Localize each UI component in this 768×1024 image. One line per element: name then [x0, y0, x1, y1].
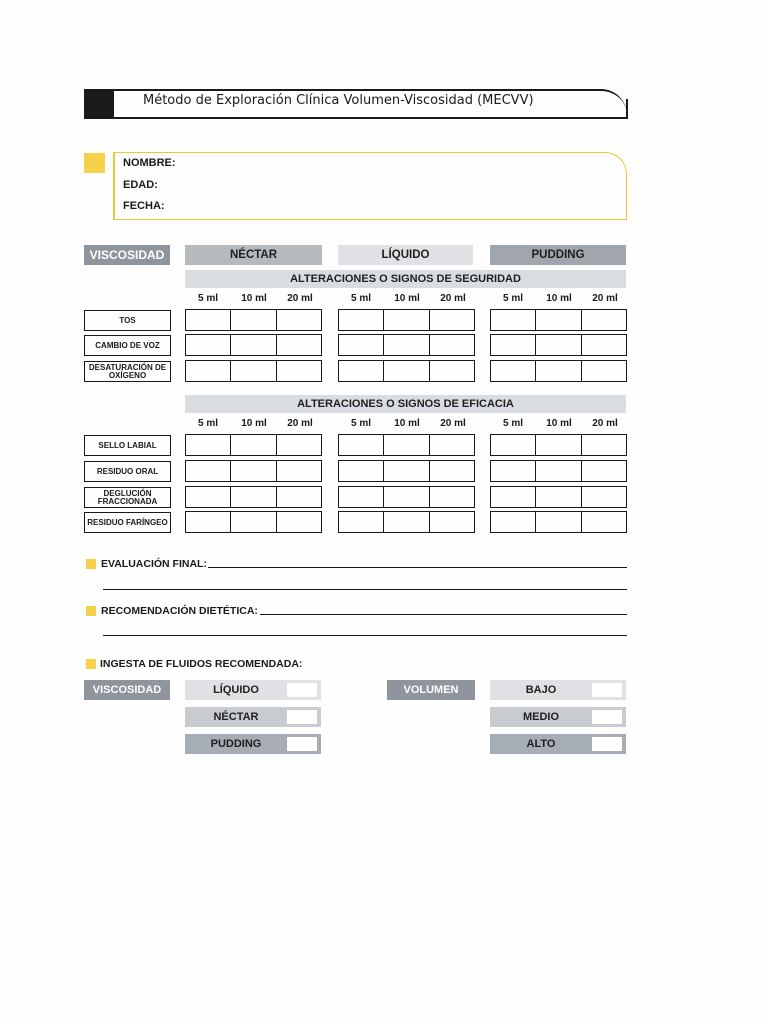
efficacy-row-label: RESIDUO FARÍNGEO [84, 512, 171, 533]
safety-grid-row [185, 334, 322, 356]
checkbox-cell[interactable] [430, 435, 474, 455]
patient-box [113, 152, 627, 220]
option-pudding-checkbox[interactable] [287, 737, 317, 751]
fluid-volume-label: VOLUMEN [387, 680, 475, 700]
efficacy-title: ALTERACIONES O SIGNOS DE EFICACIA [185, 395, 626, 413]
efficacy-grid-row [490, 460, 627, 482]
checkbox-cell[interactable] [231, 435, 276, 455]
volume-header: 10 ml [546, 418, 572, 429]
safety-row-label: CAMBIO DE VOZ [84, 335, 171, 356]
option-bajo-checkbox[interactable] [592, 683, 622, 697]
checkbox-cell[interactable] [430, 512, 474, 532]
option-liquido-label: LÍQUIDO [213, 684, 259, 696]
checkbox-cell[interactable] [339, 461, 384, 481]
checkbox-cell[interactable] [339, 487, 384, 507]
edad-label[interactable]: EDAD: [123, 179, 158, 191]
fluid-marker [86, 659, 96, 669]
safety-grid-row [490, 360, 627, 382]
checkbox-cell[interactable] [277, 335, 321, 355]
checkbox-cell[interactable] [491, 361, 536, 381]
diet-marker [86, 606, 96, 616]
fluid-intake-title: INGESTA DE FLUIDOS RECOMENDADA: [100, 658, 303, 670]
fluid-viscosity-label: VISCOSIDAD [84, 680, 170, 700]
option-liquido-checkbox[interactable] [287, 683, 317, 697]
final-evaluation-line-2[interactable] [103, 589, 627, 590]
checkbox-cell[interactable] [186, 361, 231, 381]
volume-header: 5 ml [502, 418, 523, 429]
checkbox-cell[interactable] [536, 361, 581, 381]
checkbox-cell[interactable] [186, 487, 231, 507]
volume-header: 10 ml [241, 418, 267, 429]
checkbox-cell[interactable] [430, 361, 474, 381]
volume-header: 20 ml [440, 418, 466, 429]
viscosity-label: VISCOSIDAD [84, 245, 170, 265]
option-medio-checkbox[interactable] [592, 710, 622, 724]
volume-header: 20 ml [592, 293, 618, 304]
checkbox-cell[interactable] [582, 487, 626, 507]
checkbox-cell[interactable] [536, 310, 581, 330]
fecha-label[interactable]: FECHA: [123, 200, 165, 212]
volume-header: 10 ml [394, 418, 420, 429]
final-evaluation-label: EVALUACIÓN FINAL: [101, 558, 207, 570]
checkbox-cell[interactable] [384, 461, 429, 481]
efficacy-grid-row [490, 511, 627, 533]
safety-grid-row [490, 334, 627, 356]
option-alto[interactable] [490, 734, 626, 754]
efficacy-grid-row [490, 486, 627, 508]
volume-header: 20 ml [440, 293, 466, 304]
option-nectar[interactable] [185, 707, 321, 727]
checkbox-cell[interactable] [231, 310, 276, 330]
checkbox-cell[interactable] [277, 512, 321, 532]
safety-grid-row [185, 360, 322, 382]
checkbox-cell[interactable] [231, 512, 276, 532]
volume-header: 10 ml [241, 293, 267, 304]
checkbox-cell[interactable] [277, 461, 321, 481]
volume-header: 10 ml [546, 293, 572, 304]
checkbox-cell[interactable] [491, 435, 536, 455]
checkbox-cell[interactable] [384, 310, 429, 330]
column-nectar: NÉCTAR [185, 245, 322, 265]
volume-header: 5 ml [197, 293, 218, 304]
safety-grid-row [185, 309, 322, 331]
option-bajo-label: BAJO [525, 684, 557, 696]
option-medio-label: MEDIO [522, 711, 560, 723]
checkbox-cell[interactable] [430, 335, 474, 355]
option-bajo[interactable] [490, 680, 626, 700]
checkbox-cell[interactable] [582, 512, 626, 532]
checkbox-cell[interactable] [491, 335, 536, 355]
option-nectar-checkbox[interactable] [287, 710, 317, 724]
efficacy-grid-row [185, 460, 322, 482]
checkbox-cell[interactable] [277, 435, 321, 455]
checkbox-cell[interactable] [231, 461, 276, 481]
checkbox-cell[interactable] [430, 310, 474, 330]
efficacy-row-label: DEGLUCIÓN FRACCIONADA [84, 487, 171, 508]
checkbox-cell[interactable] [491, 512, 536, 532]
checkbox-cell[interactable] [277, 361, 321, 381]
diet-recommendation-label: RECOMENDACIÓN DIETÉTICA: [101, 605, 258, 617]
checkbox-cell[interactable] [430, 487, 474, 507]
volume-header: 20 ml [592, 418, 618, 429]
final-eval-marker [86, 559, 96, 569]
document-title: Método de Exploración Clínica Volumen-Viscosidad (MECVV) [143, 93, 534, 108]
checkbox-cell[interactable] [339, 435, 384, 455]
checkbox-cell[interactable] [536, 461, 581, 481]
checkbox-cell[interactable] [582, 435, 626, 455]
nombre-label[interactable]: NOMBRE: [123, 157, 176, 169]
checkbox-cell[interactable] [582, 361, 626, 381]
option-medio[interactable] [490, 707, 626, 727]
checkbox-cell[interactable] [339, 361, 384, 381]
safety-row-label: DESATURACIÓN DE OXÍGENO [84, 361, 171, 382]
efficacy-grid-row [338, 460, 475, 482]
checkbox-cell[interactable] [231, 361, 276, 381]
checkbox-cell[interactable] [186, 310, 231, 330]
column-pudding: PUDDING [490, 245, 626, 265]
checkbox-cell[interactable] [536, 335, 581, 355]
safety-grid-row [338, 309, 475, 331]
option-nectar-label: NÉCTAR [213, 711, 259, 723]
volume-header: 5 ml [350, 418, 371, 429]
efficacy-grid-row [185, 434, 322, 456]
checkbox-cell[interactable] [186, 461, 231, 481]
option-pudding[interactable] [185, 734, 321, 754]
checkbox-cell[interactable] [339, 512, 384, 532]
safety-grid-row [490, 309, 627, 331]
safety-title: ALTERACIONES O SIGNOS DE SEGURIDAD [185, 270, 626, 288]
efficacy-grid-row [338, 486, 475, 508]
checkbox-cell[interactable] [186, 435, 231, 455]
volume-header: 10 ml [394, 293, 420, 304]
checkbox-cell[interactable] [582, 335, 626, 355]
checkbox-cell[interactable] [339, 335, 384, 355]
checkbox-cell[interactable] [384, 361, 429, 381]
diet-recommendation-line-2[interactable] [103, 635, 627, 636]
patient-marker [84, 153, 105, 173]
volume-header: 5 ml [350, 293, 371, 304]
safety-row-label: TOS [84, 310, 171, 331]
volume-header: 5 ml [197, 418, 218, 429]
checkbox-cell[interactable] [277, 487, 321, 507]
checkbox-cell[interactable] [277, 310, 321, 330]
efficacy-grid-row [185, 486, 322, 508]
volume-header: 5 ml [502, 293, 523, 304]
column-liquido: LÍQUIDO [338, 245, 473, 265]
checkbox-cell[interactable] [384, 487, 429, 507]
checkbox-cell[interactable] [536, 487, 581, 507]
option-alto-checkbox[interactable] [592, 737, 622, 751]
option-alto-label: ALTO [526, 738, 556, 750]
checkbox-cell[interactable] [536, 435, 581, 455]
safety-grid-row [338, 334, 475, 356]
efficacy-grid-row [490, 434, 627, 456]
option-liquido[interactable] [185, 680, 321, 700]
title-marker [84, 89, 114, 119]
checkbox-cell[interactable] [430, 461, 474, 481]
checkbox-cell[interactable] [231, 335, 276, 355]
checkbox-cell[interactable] [231, 487, 276, 507]
checkbox-cell[interactable] [384, 512, 429, 532]
checkbox-cell[interactable] [582, 310, 626, 330]
checkbox-cell[interactable] [491, 461, 536, 481]
checkbox-cell[interactable] [491, 310, 536, 330]
efficacy-grid-row [338, 511, 475, 533]
checkbox-cell[interactable] [491, 487, 536, 507]
volume-header: 20 ml [287, 418, 313, 429]
efficacy-row-label: RESIDUO ORAL [84, 461, 171, 482]
volume-header: 20 ml [287, 293, 313, 304]
checkbox-cell[interactable] [186, 512, 231, 532]
checkbox-cell[interactable] [536, 512, 581, 532]
option-pudding-label: PUDDING [210, 738, 262, 750]
safety-grid-row [338, 360, 475, 382]
efficacy-row-label: SELLO LABIAL [84, 435, 171, 456]
diet-recommendation-line-1[interactable] [260, 614, 627, 615]
checkbox-cell[interactable] [384, 435, 429, 455]
efficacy-grid-row [185, 511, 322, 533]
checkbox-cell[interactable] [186, 335, 231, 355]
efficacy-grid-row [338, 434, 475, 456]
checkbox-cell[interactable] [582, 461, 626, 481]
checkbox-cell[interactable] [384, 335, 429, 355]
final-evaluation-line-1[interactable] [208, 567, 627, 568]
checkbox-cell[interactable] [339, 310, 384, 330]
